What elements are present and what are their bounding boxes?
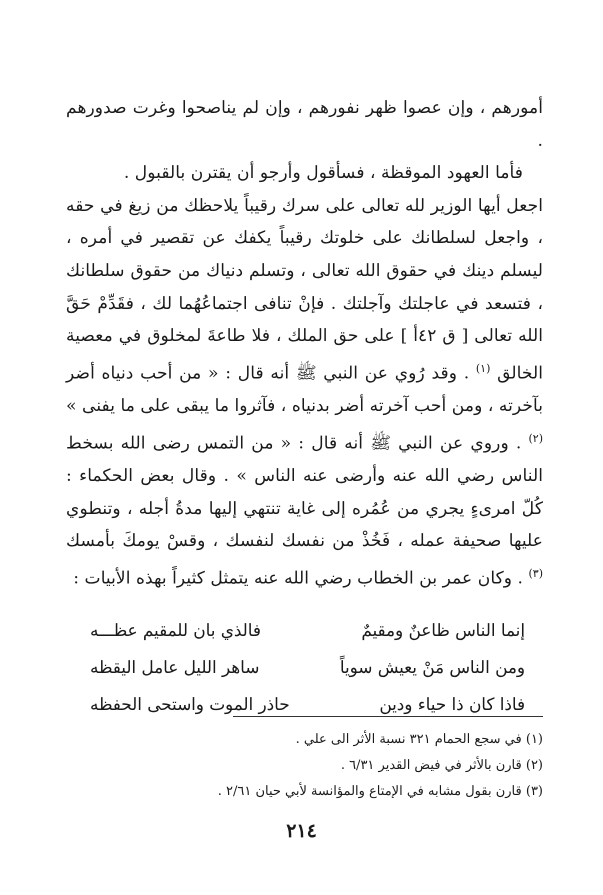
verse-row	[90, 649, 525, 686]
footnote-ref-2: (٢)	[528, 431, 543, 445]
paragraph-2-text: فأما العهود الموقظة ، فسأقول وأرجو أن يقترن بالقبول .	[123, 163, 523, 184]
poem-verses	[90, 612, 525, 723]
verse-first-hemistich: ومن الناس مَنْ يعيش سوياً	[339, 657, 525, 677]
footnote-ref-3: (٣)	[528, 566, 543, 580]
footnote-3: (٣) قارن بقول مشابه في الإمتاع والمؤانسة لأبي حيان ٢/٦١ .	[217, 784, 543, 799]
verse-second-hemistich: حاذر الموت واستحى الحفظه	[90, 694, 290, 714]
verse-row	[90, 612, 525, 649]
footnote-divider	[233, 716, 543, 717]
footnote-2: (٢) قارن بالأثر في فيض القدير ٦/٣١ .	[340, 758, 543, 773]
paragraph-3-text: اجعل أيها الوزير لله تعالى على سرك رقيباً يلاحظك من زيغ في حقه ، واجعل لسلطانك على خلوتك رقيباً يكفك عن تقصير في أمره ، ليسلم دينك في حقوق الله تعالى ، وتسلم دنياك من حقوق سلطانك ، فتسعد في عاجلتك وآجلتك . فإنْ تنافى اجتماعُهُما لك ، فقَدِّمْ حَقَّ الله تعالى [ ق ٤٢أ ] على حق الملك ، فلا طاعةَ لمخلوق في معصية الخالق	[66, 195, 544, 384]
footnotes	[90, 727, 543, 805]
paragraph-3-text-cont3: . وكان عمر بن الخطاب رضي الله عنه يتمثل كثيراً بهذه الأبيات :	[73, 568, 524, 589]
verse-first-hemistich: إنما الناس ظاعنٌ ومقيمٌ	[361, 620, 525, 640]
paragraph-1-text: أمورهم ، وإن عصوا ظهر نفورهم ، وإن لم يناصحوا وغرت صدورهم .	[66, 98, 543, 151]
paragraph-3-text-cont2: . وروي عن النبي ﷺ أنه قال : « من التمس رضى الله بسخط الناس رضي الله عنه وأرضى عنه الناس » . وقال بعض الحكماء : كُلّ امرىءٍ يجري من عُمُره إلى غاية تنتهي إليها مدةُ أجله ، وتنطوي عليها صحيفة عمله ، فَخُذْ من نفسك لنفسك ، وقسْ يومكَ بأمسك	[66, 433, 543, 552]
verse-second-hemistich: فالذي بان للمقيم عظـــه	[90, 620, 261, 640]
footnote-ref-1: (١)	[475, 361, 491, 375]
paragraph-1	[66, 92, 543, 157]
paragraph-3	[66, 190, 543, 595]
main-text	[66, 92, 543, 595]
paragraph-2	[66, 157, 543, 190]
footnote-1: (١) في سجع الحمام ٣٢١ نسبة الأثر الى علي .	[295, 732, 543, 747]
verse-row	[90, 686, 525, 723]
paragraph-3-text-cont: . وقد رُوي عن النبي ﷺ أنه قال : « من أحب دنياه أضر بآخرته ، ومن أحب آخرته أضر بدنياه ، فآثروا ما يبقى على ما يفنى »	[66, 363, 543, 417]
verse-first-hemistich: فاذا كان ذا حياء ودين	[379, 694, 525, 714]
verse-second-hemistich: ساهر الليل عامل اليقظه	[90, 657, 260, 677]
page-number: ٢١٤	[286, 820, 317, 842]
